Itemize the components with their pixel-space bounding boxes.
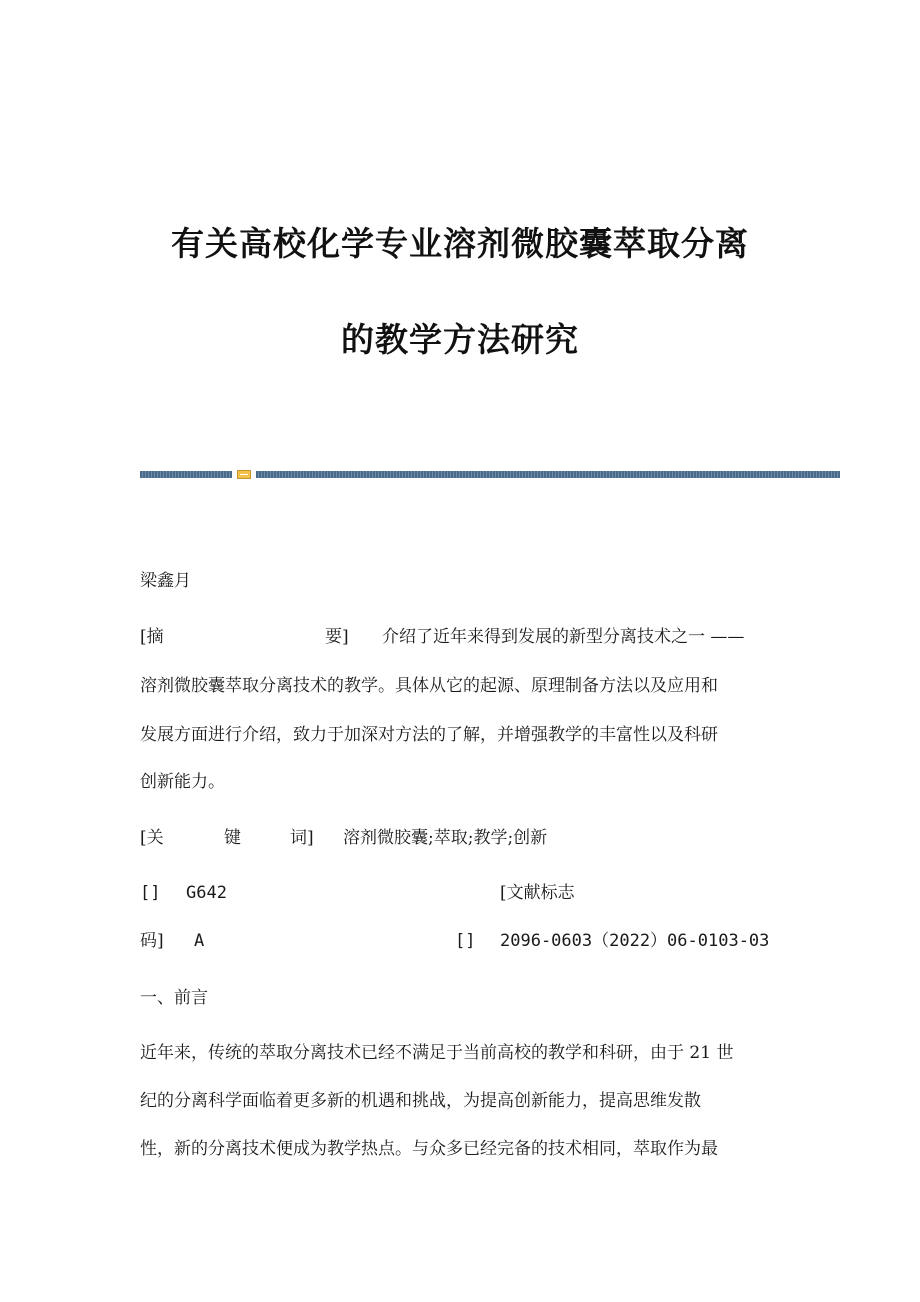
keywords-label-part-2: 键 bbox=[224, 828, 241, 848]
keywords-label-part-1: [关 bbox=[140, 828, 164, 848]
paragraph-line-3: 性，新的分离技术便成为教学热点。与众多已经完备的技术相同，萃取作为最 bbox=[140, 1139, 718, 1159]
divider-bar-left bbox=[140, 471, 232, 478]
abstract-label-open: [摘 bbox=[140, 627, 164, 647]
clc-code: G642 bbox=[186, 883, 227, 903]
abstract-line-2: 溶剂微胶囊萃取分离技术的教学。具体从它的起源、原理制备方法以及应用和 bbox=[140, 676, 718, 696]
article-number: 2096-0603（2022）06-0103-03 bbox=[500, 931, 770, 951]
doc-code: A bbox=[194, 931, 205, 951]
divider-emblem-icon bbox=[237, 470, 251, 479]
keywords-label-part-3: 词] bbox=[290, 828, 314, 848]
section-heading: 一、前言 bbox=[140, 988, 208, 1008]
keywords-value: 溶剂微胶囊;萃取;教学;创新 bbox=[343, 828, 548, 848]
paragraph-line-2: 纪的分离科学面临着更多新的机遇和挑战，为提高创新能力，提高思维发散 bbox=[140, 1091, 701, 1111]
abstract-line-4: 创新能力。 bbox=[140, 772, 225, 792]
article-no-bracket: [] bbox=[455, 931, 476, 951]
doc-id-label-cont: 码] bbox=[140, 931, 164, 951]
divider-bar-right bbox=[256, 471, 840, 478]
abstract-line-3: 发展方面进行介绍，致力于加深对方法的了解，并增强教学的丰富性以及科研 bbox=[140, 725, 718, 745]
doc-id-label: [文献标志 bbox=[500, 883, 575, 903]
author-name: 梁鑫月 bbox=[140, 571, 191, 591]
abstract-label-close: 要] bbox=[325, 627, 349, 647]
document-title-line-2: 的教学方法研究 bbox=[341, 320, 579, 359]
clc-bracket: [] bbox=[140, 883, 161, 903]
title-divider bbox=[140, 470, 840, 479]
abstract-line-1: 介绍了近年来得到发展的新型分离技术之一 —— bbox=[382, 627, 745, 647]
paragraph-line-1: 近年来，传统的萃取分离技术已经不满足于当前高校的教学和科研，由于 21 世 bbox=[140, 1043, 734, 1063]
document-title-line-1: 有关高校化学专业溶剂微胶囊萃取分离 bbox=[171, 224, 749, 263]
